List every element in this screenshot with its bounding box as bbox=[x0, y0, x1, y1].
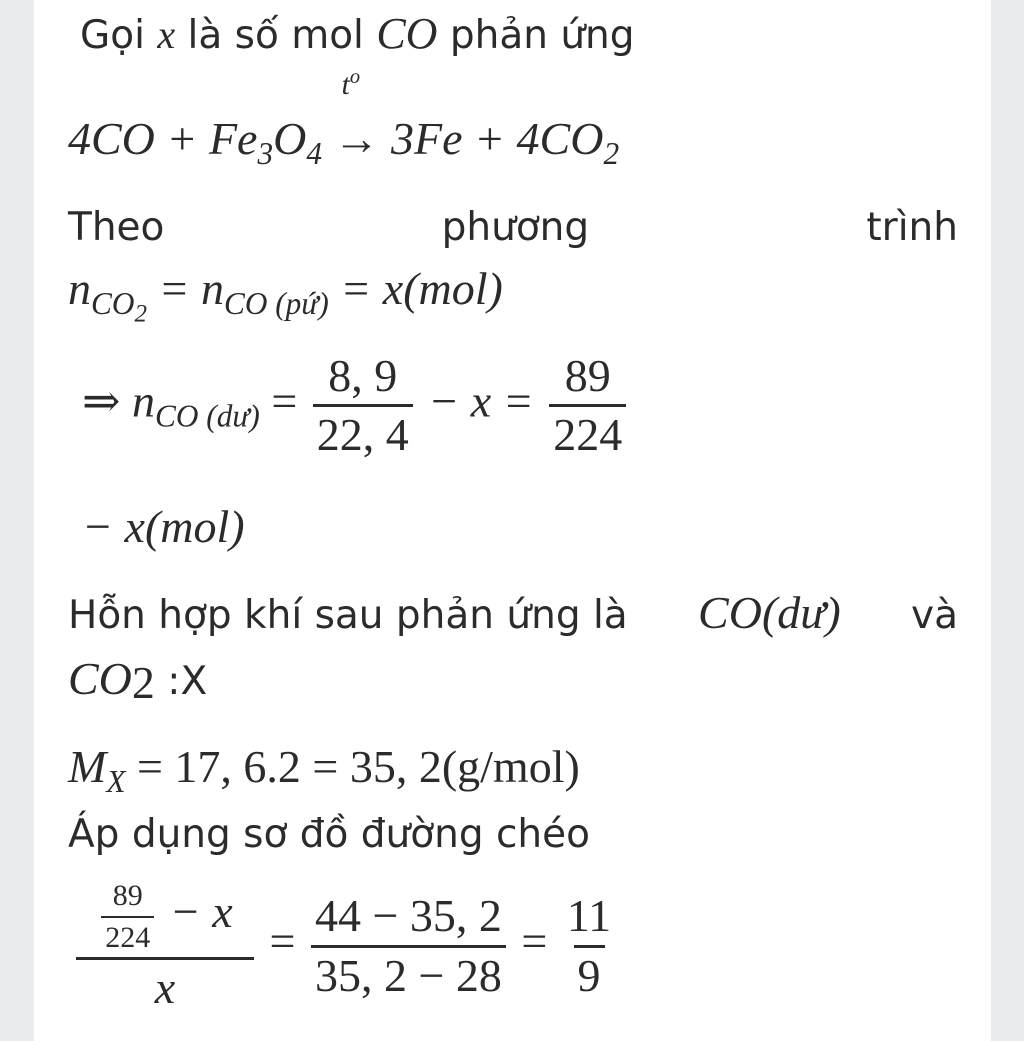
minus-x-mol: − x(mol) bbox=[82, 501, 245, 552]
theo-phuong-trinh: Theo phương trình bbox=[68, 205, 958, 250]
intro-co: CO bbox=[376, 9, 438, 58]
reaction-arrow: $t^o$ → bbox=[333, 66, 380, 164]
apply-diagram-text: Áp dụng sơ đồ đường chéo bbox=[68, 812, 590, 857]
co2-x-line: $CO_2$ :X bbox=[68, 653, 208, 709]
n-relation: $n_{CO_2} = n_{CO (pứ)} = x(mol)$ bbox=[68, 263, 503, 328]
cross-diagram-equation: $\frac{89}{224}$ − x x = $\frac{44 - 35, 2}{35, 2 - 28}$ = $\frac{11}{9}$ bbox=[72, 880, 619, 1012]
intro-var: x bbox=[157, 12, 176, 57]
big-fraction: $\frac{89}{224}$ − x x bbox=[76, 880, 254, 1012]
fraction-89-over-224: $\frac{89}{224}$ bbox=[549, 352, 626, 460]
fraction-difference: $\frac{44 - 35, 2}{35, 2 - 28}$ bbox=[311, 892, 506, 1000]
intro-line bbox=[80, 8, 635, 59]
fraction-11-over-9: $\frac{11}{9}$ bbox=[566, 890, 612, 1001]
molar-mass-line: $M_X = 17$, 6.2 = 35, 2(g/mol) bbox=[68, 741, 580, 800]
reaction-equation: $4CO + Fe_3O_4$ $t^o$ → $3Fe + 4CO_2$ bbox=[68, 66, 620, 172]
mixture-line: Hỗn hợp khí sau phản ứng là CO(dư) và bbox=[68, 587, 958, 638]
solution-page bbox=[34, 0, 991, 1041]
intro-text-middle: là số mol bbox=[187, 13, 364, 58]
small-fraction-89-over-224: $\frac{89}{224}$ bbox=[101, 880, 154, 953]
fraction-8-9-over-22-4: $\frac{8, 9}{22, 4}$ bbox=[313, 352, 413, 460]
n-du-equation: ⇒ $n_{CO (dư)}$ = $\frac{8, 9}{22, 4}$ − x = $\frac{89}{224}$ bbox=[82, 352, 630, 460]
intro-text-before: Gọi bbox=[80, 13, 145, 58]
intro-text-after: phản ứng bbox=[449, 13, 635, 58]
